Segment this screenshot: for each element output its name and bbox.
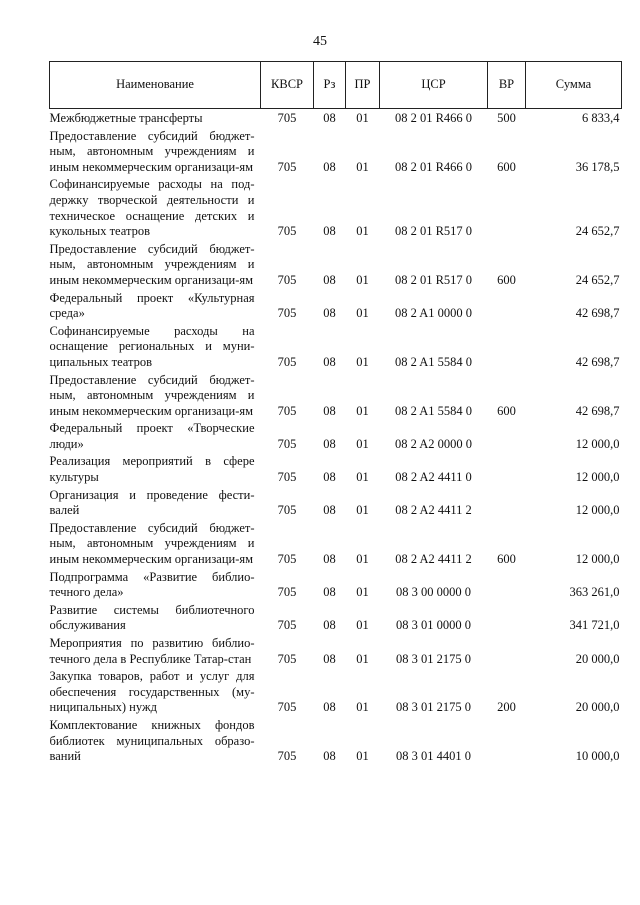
row-vr: 600 <box>497 403 516 418</box>
row-csr: 08 3 01 0000 0 <box>396 618 471 633</box>
row-sum: 20 000,0 <box>575 651 620 666</box>
table-header-row <box>50 62 622 109</box>
row-vr <box>488 324 526 373</box>
table-row <box>50 603 622 636</box>
row-pr: 01 <box>356 585 369 600</box>
row-vr: 600 <box>497 272 516 287</box>
table-row <box>50 421 622 454</box>
row-rz: 08 <box>323 403 336 418</box>
row-rz: 08 <box>323 585 336 600</box>
row-name: Комплектование книжных фондов библиотек муниципальных образо-ваний <box>49 717 255 764</box>
row-pr: 01 <box>356 224 369 239</box>
row-name: Федеральный проект «Культурная среда» <box>49 290 255 321</box>
row-rz: 08 <box>323 651 336 666</box>
row-csr: 08 2 01 R517 0 <box>394 224 473 239</box>
row-kvsr: 705 <box>277 749 297 764</box>
row-name: Межбюджетные трансферты <box>49 111 203 125</box>
row-vr <box>488 291 526 324</box>
row-sum: 10 000,0 <box>575 749 620 764</box>
row-kvsr: 705 <box>277 651 297 666</box>
row-rz: 08 <box>323 552 336 567</box>
row-csr: 08 2 A2 4411 2 <box>395 552 472 567</box>
row-rz: 08 <box>323 272 336 287</box>
row-vr <box>488 177 526 241</box>
row-name: Федеральный проект «Творческие люди» <box>49 421 255 451</box>
table-row <box>50 324 622 373</box>
row-vr: 600 <box>497 552 516 567</box>
row-name: Реализация мероприятий в сфере культуры <box>49 454 255 485</box>
row-csr: 08 2 01 R466 0 <box>394 111 473 125</box>
table-row <box>50 242 622 291</box>
row-csr: 08 2 01 R466 0 <box>394 159 473 174</box>
row-rz: 08 <box>323 354 336 369</box>
table-row <box>50 570 622 603</box>
row-csr: 08 2 A2 4411 0 <box>395 470 472 485</box>
row-pr: 01 <box>356 470 369 485</box>
row-pr: 01 <box>356 272 369 287</box>
row-csr: 08 2 A2 0000 0 <box>394 436 473 451</box>
row-sum: 36 178,5 <box>575 159 620 174</box>
row-sum: 42 698,7 <box>575 403 620 418</box>
row-rz: 08 <box>323 159 336 174</box>
row-vr <box>488 636 526 669</box>
row-name: Софинансируемые расходы на оснащение региональных и муни-ципальных театров <box>49 323 255 369</box>
row-sum: 42 698,7 <box>575 354 620 369</box>
row-kvsr: 705 <box>277 618 297 633</box>
row-pr: 01 <box>356 700 369 715</box>
table-row <box>50 373 622 422</box>
row-kvsr: 705 <box>277 354 297 369</box>
row-pr: 01 <box>356 159 369 174</box>
row-sum: 20 000,0 <box>575 700 620 715</box>
row-kvsr: 705 <box>277 700 297 715</box>
table-row <box>50 488 622 521</box>
header-vr: ВР <box>488 62 526 109</box>
row-csr: 08 3 01 2175 0 <box>396 700 471 715</box>
row-csr: 08 3 00 0000 0 <box>396 585 471 600</box>
row-sum: 42 698,7 <box>575 306 620 321</box>
row-kvsr: 705 <box>277 552 297 567</box>
row-csr: 08 2 A1 5584 0 <box>394 354 473 369</box>
row-name: Предоставление субсидий бюджет-ным, автономным учреждениям и иным некоммерческим организаци-ям <box>49 128 255 174</box>
row-pr: 01 <box>356 552 369 567</box>
row-rz: 08 <box>323 111 336 125</box>
row-rz: 08 <box>323 224 336 239</box>
row-sum: 12 000,0 <box>575 552 620 567</box>
row-sum: 12 000,0 <box>575 436 620 451</box>
row-name: Развитие системы библиотечного обслуживания <box>49 602 255 633</box>
row-vr <box>488 718 526 767</box>
row-vr <box>488 488 526 521</box>
row-rz: 08 <box>323 306 336 321</box>
row-kvsr: 705 <box>277 585 297 600</box>
table-row <box>50 669 622 718</box>
row-sum: 341 721,0 <box>569 618 620 633</box>
row-pr: 01 <box>356 749 369 764</box>
row-pr: 01 <box>356 436 369 451</box>
row-pr: 01 <box>356 403 369 418</box>
row-vr: 600 <box>497 159 516 174</box>
row-name: Подпрограмма «Развитие библио-течного дела» <box>49 569 255 600</box>
row-pr: 01 <box>356 111 369 125</box>
row-pr: 01 <box>356 618 369 633</box>
header-name: Наименование <box>50 62 261 109</box>
row-kvsr: 705 <box>277 159 297 174</box>
table-row <box>50 521 622 570</box>
row-kvsr: 705 <box>277 272 297 287</box>
header-pr: ПР <box>346 62 380 109</box>
row-rz: 08 <box>323 503 336 518</box>
row-vr: 200 <box>497 700 516 715</box>
row-csr: 08 2 A2 4411 2 <box>395 503 472 518</box>
row-sum: 12 000,0 <box>575 470 620 485</box>
row-rz: 08 <box>323 700 336 715</box>
row-vr <box>488 421 526 454</box>
row-kvsr: 705 <box>277 470 297 485</box>
row-sum: 6 833,4 <box>582 111 620 125</box>
row-name: Организация и проведение фести-валей <box>49 487 255 518</box>
row-sum: 24 652,7 <box>575 224 620 239</box>
row-name: Закупка товаров, работ и услуг для обеспечения государственных (му-ниципальных) нужд <box>49 669 255 715</box>
row-vr <box>488 570 526 603</box>
row-rz: 08 <box>323 470 336 485</box>
row-kvsr: 705 <box>277 111 297 125</box>
row-kvsr: 705 <box>277 436 297 451</box>
row-kvsr: 705 <box>277 224 297 239</box>
row-kvsr: 705 <box>277 306 297 321</box>
header-csr: ЦСР <box>380 62 488 109</box>
table-row <box>50 291 622 324</box>
row-kvsr: 705 <box>277 503 297 518</box>
table-row <box>50 177 622 241</box>
header-sum: Сумма <box>526 62 622 109</box>
row-csr: 08 3 01 2175 0 <box>396 651 471 666</box>
row-sum: 12 000,0 <box>575 503 620 518</box>
row-csr: 08 2 A1 0000 0 <box>394 306 473 321</box>
table-row <box>50 718 622 767</box>
row-pr: 01 <box>356 651 369 666</box>
page-number: 45 <box>313 34 327 49</box>
budget-table <box>49 61 622 767</box>
row-vr: 500 <box>497 111 516 125</box>
table-row <box>50 109 622 129</box>
row-rz: 08 <box>323 749 336 764</box>
row-name: Предоставление субсидий бюджет-ным, автономным учреждениям и иным некоммерческим организаци-ям <box>49 520 255 567</box>
row-name: Мероприятия по развитию библио-течного дела в Республике Татар-стан <box>49 636 255 666</box>
row-pr: 01 <box>356 306 369 321</box>
row-vr <box>488 454 526 487</box>
row-vr <box>488 603 526 636</box>
table-row <box>50 636 622 669</box>
row-sum: 363 261,0 <box>569 585 620 600</box>
row-kvsr: 705 <box>277 403 297 418</box>
row-pr: 01 <box>356 503 369 518</box>
row-csr: 08 3 01 4401 0 <box>396 749 471 764</box>
header-kvsr: КВСР <box>261 62 314 109</box>
row-csr: 08 2 A1 5584 0 <box>394 403 473 418</box>
table-row <box>50 454 622 487</box>
row-name: Предоставление субсидий бюджет-ным, автономным учреждениям и иным некоммерческим организаци-ям <box>49 241 255 287</box>
row-name: Софинансируемые расходы на под-держку творческой деятельности и техническое оснащение детских и кукольных театров <box>49 177 255 239</box>
row-sum: 24 652,7 <box>575 272 620 287</box>
row-rz: 08 <box>323 618 336 633</box>
row-rz: 08 <box>323 436 336 451</box>
row-pr: 01 <box>356 354 369 369</box>
header-rz: Рз <box>314 62 346 109</box>
table-row <box>50 129 622 178</box>
row-name: Предоставление субсидий бюджет-ным, автономным учреждениям и иным некоммерческим организаци-ям <box>49 372 255 418</box>
row-csr: 08 2 01 R517 0 <box>394 272 473 287</box>
